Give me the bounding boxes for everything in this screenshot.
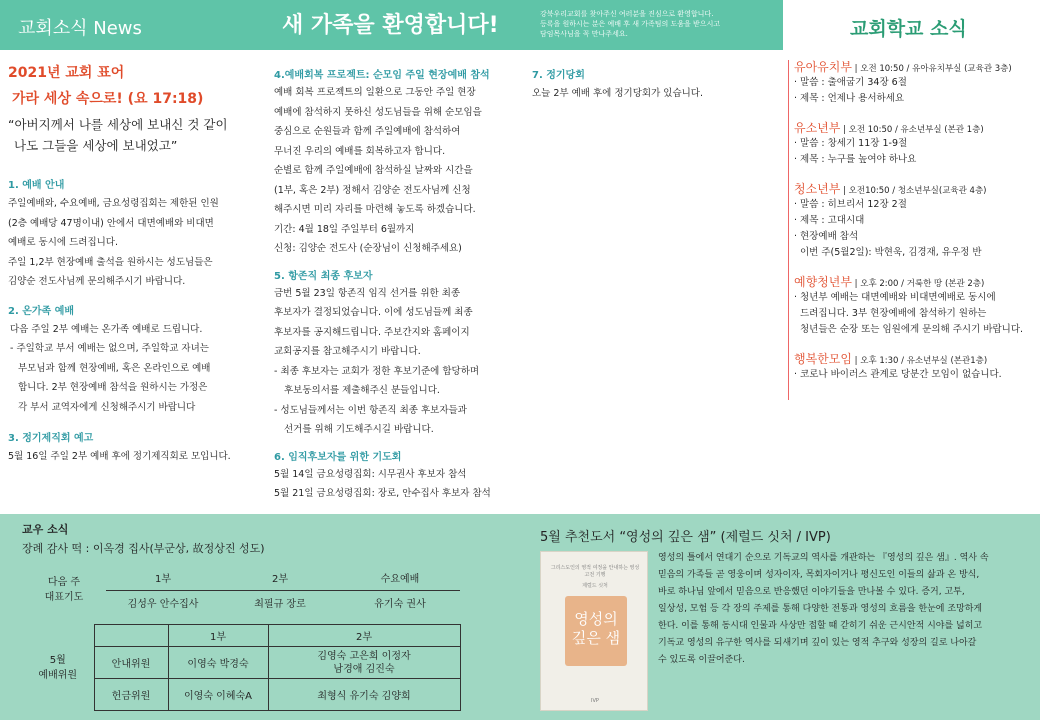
text-line: · 말씀 : 히브리서 12장 2절 <box>794 199 907 210</box>
text-line: 5월 21일 금요성령집회: 장로, 안수집사 후보자 참석 <box>274 488 491 499</box>
book-description <box>658 550 1032 669</box>
text-line: - 주일학교 부서 예배는 없으며, 주일학교 자녀는 <box>10 343 209 354</box>
text-line: 드려집니다. 3부 현장예배에 참석하기 원하는 <box>800 308 987 319</box>
text-line: 무너진 우리의 예배를 회복하고자 합니다. <box>274 145 446 157</box>
prayer-name: 유기숙 권사 <box>374 598 426 610</box>
text-line: 영성의 틀에서 연대기 순으로 기독교의 역사를 개관하는 『영성의 깊은 샘』. 역사 속 <box>658 553 989 563</box>
worship-staff-table <box>22 624 461 711</box>
text-line: · 말씀 : 출애굽기 34장 6절 <box>794 77 907 88</box>
text-line: 일상성, 모험 등 각 장의 주제를 통해 다양한 전통과 영성의 흐름을 한눈에 조망하게 <box>658 604 983 614</box>
prayer-name: 최필규 장로 <box>254 598 306 610</box>
may-staff-label-line: 5월 <box>49 654 66 666</box>
text-line: 주일 1,2부 현장예배 출석을 원하시는 성도님들은 <box>8 256 213 268</box>
staff-header: 1부 <box>168 625 268 647</box>
section-title-session-meeting: 7. 정기당회 <box>532 70 585 81</box>
text-line: 선거를 위해 기도해주시길 바랍니다. <box>284 424 434 435</box>
school-dept-name: 유소년부 <box>794 121 841 135</box>
text-line: 기독교 영성의 유구한 역사를 되새기며 깊이 있는 영적 추구와 성장의 길로 나아갈 <box>658 638 977 648</box>
text-line: 다음 주일 2부 예배는 온가족 예배로 드립니다. <box>10 323 203 335</box>
text-line: 5월 16일 주일 2부 예배 후에 정기제직회로 모입니다. <box>8 451 231 462</box>
prayer-header: 1부 <box>106 566 220 590</box>
staff-names: 이영숙 이혜숙A <box>168 679 268 711</box>
section-title-candidates: 5. 항존직 최종 후보자 <box>274 270 373 282</box>
text-line: 금번 5월 23일 항존직 임직 선거를 위한 최종 <box>274 287 461 299</box>
motto-quote-line: “아버지께서 나를 세상에 보내신 것 같이 <box>8 117 228 132</box>
staff-role: 안내위원 <box>94 647 168 679</box>
book-cover-tagline: 그리스도인의 영적 여정을 안내하는 영성 고전 기행 <box>550 565 640 578</box>
text-line: 합니다. 2부 현장예배 참석을 원하시는 가정은 <box>18 382 208 393</box>
news-column-3 <box>532 66 782 104</box>
school-dept-heading <box>794 350 1038 367</box>
section-title-worship: 1. 예배 안내 <box>8 180 65 191</box>
school-news-title: 교회학교 소식 <box>850 18 967 40</box>
prayer-name: 김성우 안수집사 <box>127 598 199 610</box>
welcome-note-line: 담임목사님을 꼭 만나주세요. <box>540 30 628 38</box>
staff-header: 2부 <box>268 625 460 647</box>
school-dept-time: | 오전 10:50 / 유소년부실 (본관 1층) <box>840 125 984 135</box>
school-dept-time: | 오전 10:50 / 유아유치부실 (교육관 3층) <box>851 64 1012 74</box>
school-dept <box>794 119 1038 168</box>
text-line: - 성도님들께서는 이번 항존직 최종 후보자들과 <box>274 404 467 416</box>
text-line: 부모님과 함께 현장예배, 혹은 온라인으로 예배 <box>18 362 211 374</box>
text-line: 교회공지를 참고해주시기 바랍니다. <box>274 346 421 357</box>
text-line: (2층 예배당 47명이내) 안에서 대면예배와 비대면 <box>8 217 214 229</box>
prayer-label-line: 다음 주 <box>47 577 81 588</box>
text-line: 오늘 2부 예배 후에 정기당회가 있습니다. <box>532 88 703 99</box>
text-line: - 최종 후보자는 교회가 정한 후보기준에 합당하며 <box>274 365 480 377</box>
book-heading: 5월 추천도서 “영성의 깊은 샘” (제럴드 싯처 / IVP) <box>540 530 831 545</box>
text-line: · 청년부 예배는 대면예배와 비대면예배로 동시에 <box>794 292 996 303</box>
prayer-label-line: 대표기도 <box>44 592 84 603</box>
prayer-header: 2부 <box>220 566 340 590</box>
text-line: 신청: 김양순 전도사 (순장님이 신청해주세요) <box>274 243 462 254</box>
section-title-worship-recovery: 4.예배회복 프로젝트: 순모임 주일 현장예배 참석 <box>274 70 490 81</box>
news-column-1 <box>8 62 270 467</box>
prayer-table <box>22 566 460 614</box>
text-line: 기간: 4월 18일 주일부터 6월까지 <box>274 223 415 235</box>
text-line: (1부, 혹은 2부) 정해서 김양순 전도사님께 신청 <box>274 184 471 196</box>
school-dept-heading <box>794 273 1038 290</box>
welcome-heading: 새 가족을 환영합니다! <box>282 13 499 38</box>
book-cover-image <box>540 551 648 711</box>
school-dept-name: 유아유치부 <box>794 60 852 74</box>
school-dept-heading <box>794 58 1038 75</box>
prayer-header: 수요예배 <box>340 566 460 590</box>
book-cover-title-line: 깊은 샘 <box>571 629 621 647</box>
prayer-label <box>22 566 106 614</box>
school-dept-time: | 오전10:50 / 청소년부실(교육관 4층) <box>840 186 987 196</box>
text-line: 김양순 전도사님께 문의해주시기 바랍니다. <box>8 276 186 287</box>
text-line: 한다. 이를 통해 동시대 인물과 사상만 접할 때 갇히기 쉬운 근시안적 시야를 넓히고 <box>658 621 983 631</box>
text-line: 순별로 함께 주일예배에 참석하실 날짜와 시간을 <box>274 165 473 176</box>
text-line: · 현장예배 참석 <box>794 231 859 242</box>
text-line: 5월 14일 금요성령집회: 시무권사 후보자 참석 <box>274 468 467 480</box>
news-title: 교회소식 News <box>18 18 142 39</box>
text-line: 후보동의서를 제출해주신 분들입니다. <box>284 385 440 396</box>
book-cover-title <box>565 610 627 648</box>
staff-role: 헌금위원 <box>94 679 168 711</box>
school-dept <box>794 180 1038 261</box>
welcome-note-line: 등록을 원하시는 분은 예배 후 새 가족팀의 도움을 받으시고 <box>540 20 721 28</box>
motto-title: 2021년 교회 표어 <box>8 65 125 81</box>
funeral-thanks: 장례 감사 떡 : 이옥경 집사(부군상, 故정상진 성도) <box>22 542 265 555</box>
staff-names: 이영숙 박경숙 <box>168 647 268 679</box>
text-line: 예배로 동시에 드려집니다. <box>8 237 119 248</box>
text-line: · 제목 : 고대시대 <box>794 215 865 226</box>
section-title-prayer-meeting: 6. 임직후보자를 위한 기도회 <box>274 451 402 463</box>
text-line: 바로 하나님 앞에서 믿음으로 반응했던 이야기들을 만나볼 수 있다. 증거, 고투, <box>658 587 965 597</box>
may-staff-label <box>22 625 94 711</box>
school-dept <box>794 273 1038 338</box>
staff-names <box>268 647 460 679</box>
text-line: 해주시면 미리 자리를 마련해 놓도록 하겠습니다. <box>274 204 476 215</box>
section-title-family-worship: 2. 온가족 예배 <box>8 305 75 317</box>
text-line: 후보자를 공지해드립니다. 주보간지와 홈페이지 <box>274 326 470 338</box>
text-line: 예배 회복 프로젝트의 일환으로 그동안 주일 현장 <box>274 87 476 98</box>
text-line: 수 있도록 이끌어준다. <box>658 655 745 665</box>
staff-names-line: 남경애 김진숙 <box>333 663 395 675</box>
school-dept-heading <box>794 180 1038 197</box>
motto-verse: 가라 세상 속으로! (요 17:18) <box>12 91 204 107</box>
staff-names-line: 김영숙 고은희 이정자 <box>317 650 411 662</box>
school-dept-name: 예향청년부 <box>794 275 852 289</box>
welcome-note-line: 강북우리교회를 찾아주신 여러분을 진심으로 환영합니다. <box>540 10 714 18</box>
text-line: 이번 주(5월2일): 박현욱, 김경재, 유우정 반 <box>800 247 982 258</box>
school-dept <box>794 58 1038 107</box>
school-dept <box>794 350 1038 383</box>
text-line: 예배에 참석하지 못하신 성도님들을 위해 순모임을 <box>274 106 482 118</box>
text-line: · 제목 : 언제나 용서하세요 <box>794 93 905 104</box>
school-news-list <box>794 58 1038 383</box>
school-dept-time: | 오후 2:00 / 거룩한 땅 (본관 2층) <box>851 279 985 289</box>
column-divider <box>788 60 789 400</box>
text-line: 중심으로 순원들과 함께 주일예배에 참석하여 <box>274 126 461 137</box>
school-dept-heading <box>794 119 1038 136</box>
staff-names: 최형식 유기숙 김양희 <box>268 679 460 711</box>
text-line: · 코로나 바이러스 관계로 당분간 모임이 없습니다. <box>794 369 1002 380</box>
text-line: · 제목 : 누구를 높여야 하나요 <box>794 154 917 165</box>
text-line: 각 부서 교역자에게 신청해주시기 바랍니다 <box>18 401 196 413</box>
school-dept-time: | 오후 1:30 / 유소년부실 (본관1층) <box>851 356 988 366</box>
welcome-note <box>540 9 770 39</box>
school-dept-name: 행복한모임 <box>794 352 852 366</box>
staff-header-blank <box>94 625 168 647</box>
book-cover-publisher: IVP <box>591 698 599 704</box>
book-cover-title-line: 영성의 <box>574 610 618 628</box>
text-line: 청년들은 순장 또는 임원에게 문의해 주시기 바랍니다. <box>800 324 1024 335</box>
news-column-2 <box>274 66 530 504</box>
text-line: · 말씀 : 창세기 11장 1-9절 <box>794 138 908 149</box>
book-cover-author: 제럴드 싯처 <box>582 583 608 589</box>
may-staff-label-line: 예배위원 <box>38 669 78 681</box>
text-line: 후보자가 결정되었습니다. 이에 성도님들께 최종 <box>274 307 473 318</box>
motto-quote-line: 나도 그들을 세상에 보내었고” <box>14 138 178 153</box>
text-line: 주일예배와, 수요예배, 금요성령집회는 제한된 인원 <box>8 198 219 209</box>
text-line: 믿음의 가족들 곧 영웅이며 성자이자, 목회자이거나 평신도인 이들의 삶과 온 방식, <box>658 570 980 580</box>
school-dept-name: 청소년부 <box>794 182 841 196</box>
members-news-title: 교우 소식 <box>22 523 69 536</box>
section-title-deacons-meeting: 3. 정기제직회 예고 <box>8 433 94 444</box>
